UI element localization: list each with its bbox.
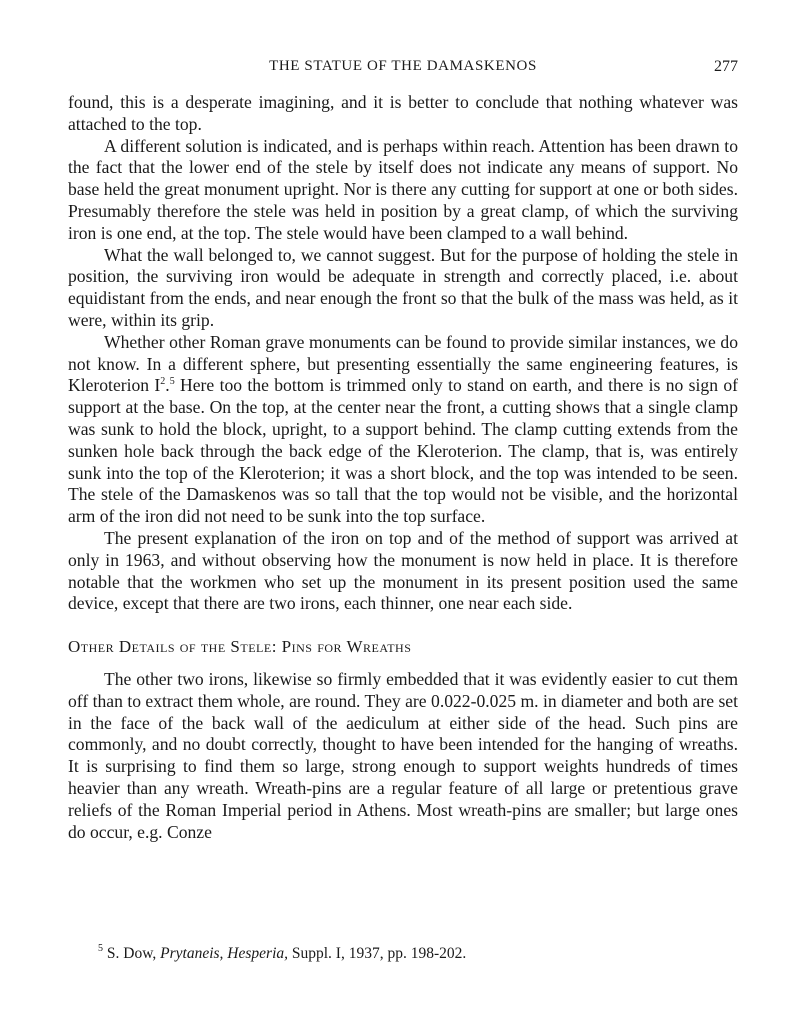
paragraph-4-text-start: Whether other Roman grave monuments can be found to provide similar instances, we do not know. In a different sphere, but presenting essentially the same engineering features, is Kleroterion I <box>68 331 738 396</box>
page-number: 277 <box>714 58 738 75</box>
footnote-journal: Hesperia, <box>227 945 288 962</box>
section-heading: Other Details of the Stele: Pins for Wreaths <box>68 637 412 657</box>
paragraph-5: The present explanation of the iron on top and of the method of support was arrived at only in 1963, and without observing how the monument is now held in place. It is therefore notable that the workmen who set up the monument in its present position used the same device, except that there are two irons, each thinner, one near each side. <box>68 527 738 614</box>
paragraph-1: found, this is a desperate imagining, and it is better to conclude that nothing whatever was attached to the top. <box>68 92 738 134</box>
paragraph-4-text-end: Here too the bottom is trimmed only to stand on earth, and there is no sign of support at the base. On the top, at the center near the front, a cutting shows that a single clamp was sunk to hold the block, upright, to a support behind. The clamp cutting extends from the sunken hole back through the back edge of the Kleroterion. The clamp, that is, was entirely sunk into the top of the Kleroterion; it was a short block, and the top was intended to be seen. The stele of the Damaskenos was so tall that the top would not be visible, and the horizontal arm of the iron did not need to be sunk into the top surface. <box>68 375 738 527</box>
paragraph-4 <box>68 332 738 528</box>
paragraph-4-period: . <box>165 375 170 396</box>
footnote <box>98 944 718 963</box>
footnote-title: Prytaneis, <box>160 945 224 962</box>
footnote-details: Suppl. I, 1937, pp. 198-202. <box>291 945 467 962</box>
paragraph-2: A different solution is indicated, and is perhaps within reach. Attention has been drawn to the fact that the lower end of the stele by itself does not indicate any means of support. No base held the great monument upright. Nor is there any cutting for support at one or both sides. Presumably therefore the stele was held in position by a great clamp, of which the surviving iron is one end, at the top. The stele would have been clamped to a wall behind. <box>68 135 738 243</box>
footnote-author: S. Dow, <box>106 945 157 962</box>
paragraph-3: What the wall belonged to, we cannot suggest. But for the purpose of holding the stele in position, the surviving iron would be adequate in strength and correctly placed, i.e. about equidistant from the ends, and near enough the front so that the bulk of the mass was held, as it were, within its grip. <box>68 244 738 330</box>
footnote-marker: 5 <box>98 943 103 954</box>
running-title: THE STATUE OF THE DAMASKENOS <box>269 58 537 74</box>
running-head <box>68 58 738 80</box>
paragraph-6: The other two irons, likewise so firmly embedded that it was evidently easier to cut them off than to extract them whole, are round. They are 0.022-0.025 m. in diameter and both are set in the face of the back wall of the aediculum at either side of the head. Such pins are commonly, and no doubt correctly, thought to have been intended for the hanging of wreaths. It is surprising to find them so large, strong enough to support weights hundreds of times heavier than any wreath. Wreath-pins are a regular feature of all large or pretentious grave reliefs of the Roman Imperial period in Athens. Most wreath-pins are smaller; but large ones do occur, e.g. Conze <box>68 668 738 842</box>
superscript-2: 2 <box>160 376 166 388</box>
footnote-reference-5: 5 <box>169 376 175 388</box>
body-text <box>68 92 738 843</box>
